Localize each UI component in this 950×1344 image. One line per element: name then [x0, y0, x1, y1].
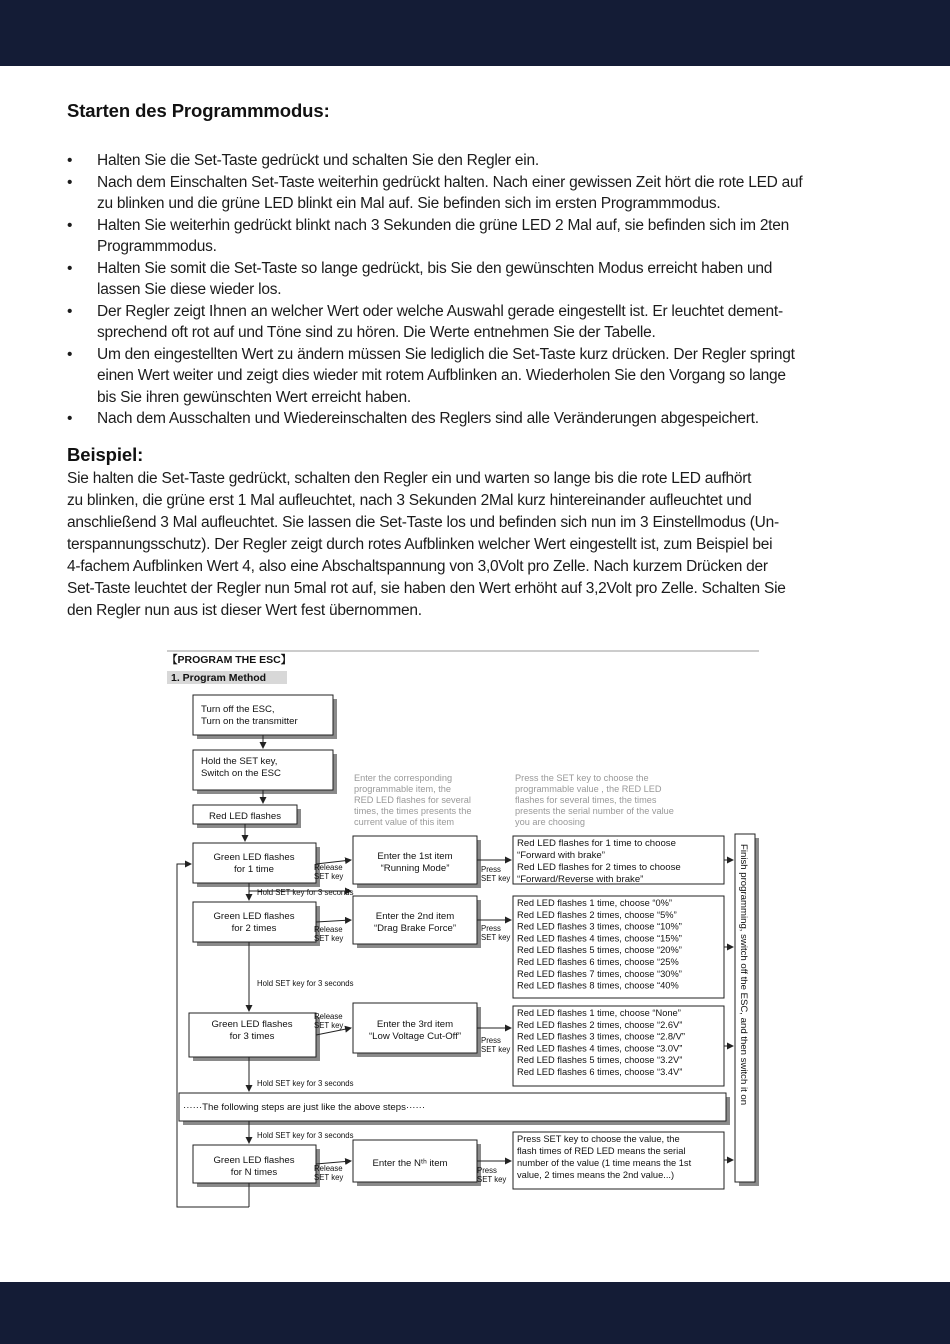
start-box-text: Turn on the transmitter [201, 716, 298, 727]
press-label: SET key [481, 874, 511, 883]
start-box-text: Turn off the ESC, [201, 704, 275, 715]
finish-label: Finish programming, switch off the ESC, and then switch it on [738, 844, 749, 1106]
bullet-icon: • [67, 345, 73, 363]
values-3-text: Red LED flashes 1 time, choose “None” [517, 1008, 681, 1018]
values-2-text: Red LED flashes 4 times, choose “15%” [517, 933, 682, 944]
bullet-line: Halten Sie somit die Set-Taste so lange gedrückt, bis Sie den gewünschten Modus erreicht haben und [97, 259, 773, 277]
release-label: SET key [314, 872, 344, 881]
hold-box-text: Hold the SET key, [201, 756, 278, 767]
note-right-text: you are choosing [515, 817, 585, 827]
example-line: terspannungsschutz). Der Regler zeigt durch rotes Aufblinken welcher Wert eingestellt ist, zum Beispiel bei [67, 535, 773, 553]
example-paragraph [67, 468, 857, 622]
green-led-1-text: Green LED flashes [213, 852, 295, 863]
green-led-2-text: for 2 times [231, 923, 277, 934]
green-led-3-text: for 3 times [229, 1031, 275, 1042]
hold-3s-label: Hold SET key for 3 seconds [257, 979, 354, 988]
press-label: Press [481, 865, 501, 874]
bullet-item [67, 215, 867, 258]
bullet-item [67, 344, 867, 409]
bullet-icon: • [67, 216, 73, 234]
bullet-line: Nach dem Ausschalten und Wiedereinschalten des Reglers sind alle Veränderungen abgespeichert. [97, 410, 759, 427]
page-content [67, 100, 867, 622]
item-n-text: Enter the Nᵗʰ item [372, 1158, 448, 1169]
values-3-text: Red LED flashes 5 times, choose “3.2V” [517, 1055, 683, 1066]
bullet-icon: • [67, 259, 73, 277]
green-led-n-text: for N times [230, 1167, 278, 1178]
values-2-text: Red LED flashes 8 times, choose “40% [517, 980, 679, 991]
press-label: SET key [481, 1045, 511, 1054]
item-1-text: “Running Mode” [380, 863, 450, 874]
values-2-text: Red LED flashes 6 times, choose “25% [517, 957, 679, 967]
values-1-text: “Forward/Reverse with brake” [517, 874, 644, 885]
hold-3s-label: Hold SET key for 3 seconds [257, 1079, 354, 1088]
red-led-box-text: Red LED flashes [209, 811, 281, 822]
hold-3s-label: Hold SET key for 3 seconds [257, 1131, 354, 1140]
bullet-item [67, 258, 867, 301]
press-label: SET key [481, 933, 511, 942]
bullet-item [67, 301, 867, 344]
values-n-text: number of the value (1 time means the 1st [517, 1158, 692, 1168]
bullet-item [67, 172, 867, 215]
footer-bar [0, 1282, 950, 1344]
example-line: den Regler nun aus ist dieser Wert fest übernommen. [67, 601, 422, 619]
values-2-text: Red LED flashes 5 times, choose “20%” [517, 945, 682, 956]
bullet-item [67, 408, 867, 430]
section-title-example: Beispiel: [67, 443, 144, 465]
press-label: Press [481, 1036, 501, 1045]
example-line: Set-Taste leuchtet der Regler nun 5mal rot auf, sie haben den Wert erhöht auf 3,2Volt pro Zelle. Schalten Sie [67, 579, 786, 597]
release-label: Release [314, 1012, 343, 1021]
note-right-text: flashes for several times, the times [515, 795, 657, 805]
note-left-text: programmable item, the [354, 784, 452, 794]
values-2-text: Red LED flashes 7 times, choose “30%” [517, 968, 682, 979]
example-line: zu blinken, die grüne erst 1 Mal aufleuchtet, nach 3 Sekunden 2Mal kurz hintereinander aufleuchtet und [67, 491, 752, 509]
item-2-text: “Drag Brake Force” [373, 923, 457, 934]
bullet-icon: • [67, 152, 73, 169]
note-right-text: presents the serial number of the value [515, 806, 674, 816]
release-label: Release [314, 925, 343, 934]
green-led-3-text: Green LED flashes [211, 1019, 293, 1030]
bullet-icon: • [67, 302, 73, 320]
example-line: anschließend 3 Mal aufleuchtet. Sie lassen die Set-Taste los und befinden sich nun im 3 Einstellmodus (Un- [67, 513, 779, 531]
note-left-text: times, the times presents the [354, 806, 472, 816]
section-title-program-mode: Starten des Programmmodus: [67, 100, 330, 121]
bullet-line: sprechend oft rot auf und Töne sind zu hören. Die Werte entnehmen Sie der Tabelle. [97, 324, 656, 341]
press-label: Press [477, 1166, 497, 1175]
note-left-text: Enter the corresponding [354, 773, 453, 783]
release-label: SET key [314, 1173, 344, 1182]
note-left-text: RED LED flashes for several [354, 795, 471, 805]
bullet-line: einen Wert weiter und zeigt dies wieder mit rotem Aufblinken an. Wiederholen Sie den Vorgang so lange [97, 367, 786, 384]
item-2-text: Enter the 2nd item [375, 911, 455, 922]
values-3-text: Red LED flashes 6 times, choose “3.4V” [517, 1067, 683, 1077]
press-label: SET key [477, 1175, 507, 1184]
item-1-text: Enter the 1st item [377, 851, 453, 862]
values-n-text: value, 2 times means the 2nd value...) [517, 1170, 675, 1180]
values-2-text: Red LED flashes 2 times, choose “5%” [517, 909, 677, 920]
release-label: SET key [314, 1021, 344, 1030]
diagram-header: 【PROGRAM THE ESC】 [167, 654, 292, 666]
press-label: Press [481, 924, 501, 933]
bullet-line: zu blinken und die grüne LED blinkt ein Mal auf. Sie befinden sich im ersten Programmmodus. [97, 195, 721, 212]
values-2-text: Red LED flashes 3 times, choose “10%” [517, 921, 682, 932]
green-led-n-text: Green LED flashes [213, 1155, 295, 1166]
values-1-text: “Forward with brake” [517, 850, 605, 861]
example-line: 4-fachem Aufblinken Wert 4, also eine Abschaltspannung von 3,0Volt pro Zelle. Nach kurzem Drücken der [67, 557, 768, 575]
bullet-line: Halten Sie die Set-Taste gedrückt und schalten Sie den Regler ein. [97, 152, 539, 169]
diagram-method-title: 1. Program Method [171, 672, 267, 684]
release-label: Release [314, 1164, 343, 1173]
item-3-text: Enter the 3rd item [376, 1019, 454, 1030]
bullet-icon: • [67, 410, 73, 427]
bullet-line: Um den eingestellten Wert zu ändern müssen Sie lediglich die Set-Taste kurz drücken. Der Regler springt [97, 345, 795, 363]
bullet-line: Programmmodus. [97, 238, 217, 255]
note-right-text: Press the SET key to choose the [515, 773, 649, 783]
instruction-list [67, 150, 867, 430]
values-2-text: Red LED flashes 1 time, choose “0%” [517, 898, 673, 908]
values-1-text: Red LED flashes for 1 time to choose [517, 838, 676, 849]
values-n-text: flash times of RED LED means the serial [517, 1146, 686, 1156]
header-bar [0, 0, 950, 66]
bullet-line: Halten Sie weiterhin gedrückt blinkt nach 3 Sekunden die grüne LED 2 Mal auf, sie befinden sich im 2ten [97, 216, 789, 234]
note-left-text: current value of this item [354, 817, 455, 827]
bullet-item [67, 150, 867, 172]
release-label: SET key [314, 934, 344, 943]
item-3-text: “Low Voltage Cut-Off” [368, 1031, 462, 1042]
green-led-2-text: Green LED flashes [213, 911, 295, 922]
values-1-text: Red LED flashes for 2 times to choose [517, 862, 681, 873]
values-n-text: Press SET key to choose the value, the [517, 1134, 680, 1144]
bullet-line: Der Regler zeigt Ihnen an welcher Wert oder welche Auswahl gerade eingestellt ist. Er leuchtet dement- [97, 302, 783, 320]
program-flow-diagram [163, 647, 763, 1227]
green-led-1-text: for 1 time [234, 864, 274, 875]
bullet-line: lassen Sie diese wieder los. [97, 281, 282, 298]
bullet-line: bis Sie ihren gewünschten Wert erreicht haben. [97, 388, 411, 406]
note-right-text: programmable value , the RED LED [515, 784, 662, 794]
following-steps-text: ······The following steps are just like the above steps······ [183, 1102, 426, 1113]
example-line: Sie halten die Set-Taste gedrückt, schalten den Regler ein und warten so lange bis die rote LED aufhört [67, 469, 752, 487]
release-label: Release [314, 863, 343, 872]
bullet-icon: • [67, 173, 73, 191]
values-3-text: Red LED flashes 4 times, choose “3.0V” [517, 1043, 683, 1054]
values-3-text: Red LED flashes 2 times, choose “2.6V” [517, 1019, 683, 1030]
bullet-line: Nach dem Einschalten Set-Taste weiterhin gedrückt halten. Nach einer gewissen Zeit hört die rote LED auf [97, 173, 803, 191]
hold-box-text: Switch on the ESC [201, 768, 281, 779]
values-3-text: Red LED flashes 3 times, choose “2.8/V” [517, 1031, 685, 1042]
hold-3s-label: Hold SET key for 3 seconds [257, 888, 354, 897]
